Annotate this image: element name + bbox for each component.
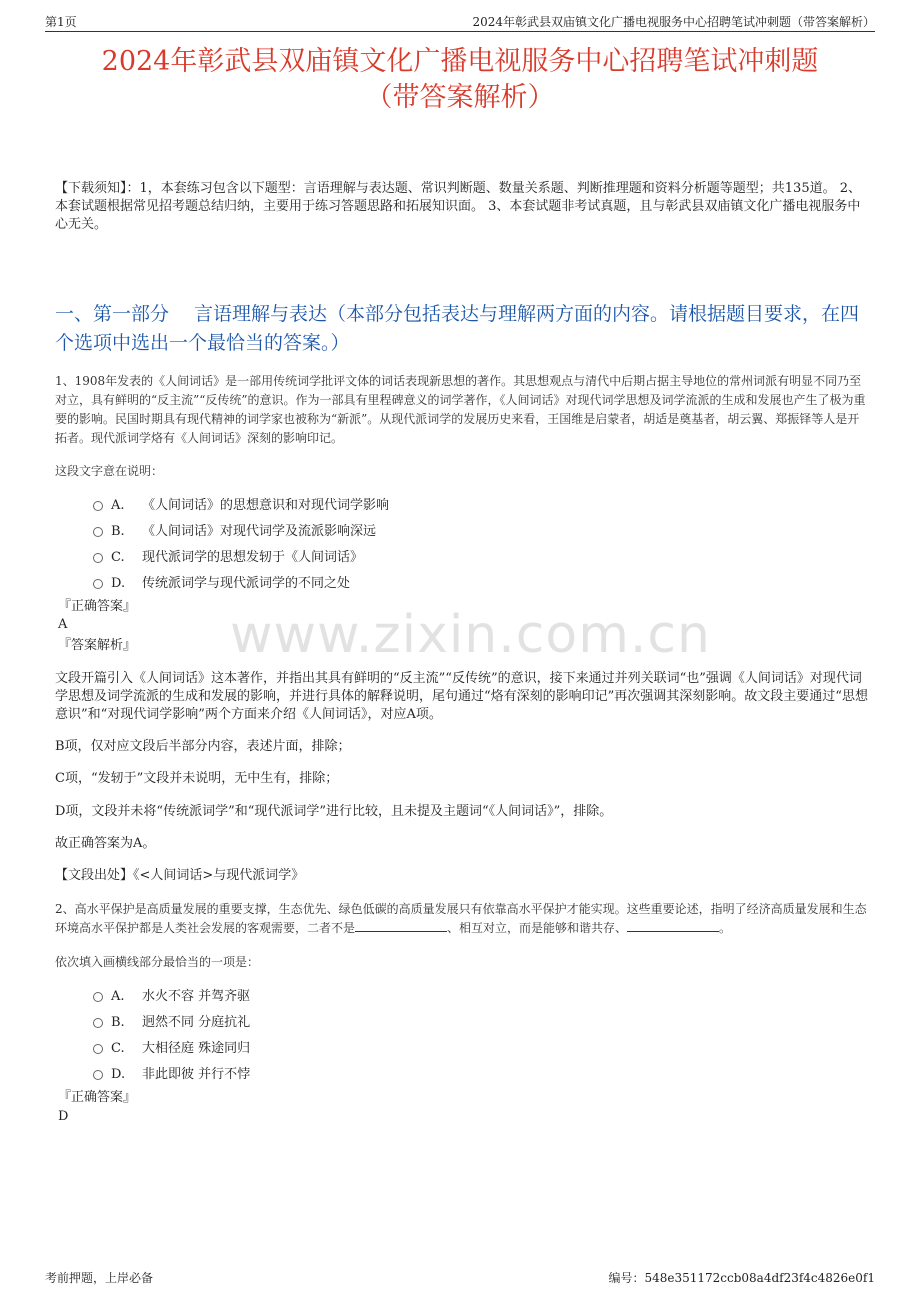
title-line-2: （带答案解析） xyxy=(365,82,555,113)
q2-stem: 2、高水平保护是高质量发展的重要支撑，生态优先、绿色低碳的高质量发展只有依靠高水平保护才能实现。这些重要论述，指明了经济高质量发展和生态环境高水平保护都是人类社会发展的客观需要，二者不是 、相互对立，而是能够和谐共存、 。 xyxy=(55,902,867,935)
q1-prompt: 这段文字意在说明： xyxy=(55,464,164,478)
q1-option-c[interactable]: C. 现代派词学的思想发轫于《人间词话》 xyxy=(90,547,590,573)
header-doc-title: 2024年彰武县双庙镇文化广播电视服务中心招聘笔试冲刺题（带答案解析） xyxy=(472,15,875,29)
q2-prompt: 依次填入画横线部分最恰当的一项是： xyxy=(55,955,260,969)
q1-analysis-b: B项，仅对应文段后半部分内容，表述片面，排除； xyxy=(55,739,351,754)
radio-icon[interactable] xyxy=(93,1044,103,1054)
q1-analysis-label: 『答案解析』 xyxy=(58,638,137,653)
page-header xyxy=(45,14,875,32)
fill-blank-2 xyxy=(627,920,719,932)
q1-source: 【文段出处】《<人间词话>与现代派词学》 xyxy=(55,868,305,883)
q1-option-a[interactable]: A. 《人间词话》的思想意识和对现代词学影响 xyxy=(90,495,590,521)
watermark: www.zixin.com.cn xyxy=(230,605,711,665)
radio-icon[interactable] xyxy=(93,992,103,1002)
page-number: 第1页 xyxy=(45,15,77,29)
download-notice: 【下载须知】：1，本套练习包含以下题型：言语理解与表达题、常识判断题、数量关系题、判断推理题和资料分析题等题型；共135道。 2、本套试题根据常见招考题总结归纳，主要用于练习答题思路和拓展知识面。 3、本套试题非考试真题，且与彰武县双庙镇文化广播电视服务中心无关。 xyxy=(55,181,861,232)
q1-option-b[interactable]: B. 《人间词话》对现代词学及流派影响深远 xyxy=(90,521,590,547)
footer-slogan: 考前押题，上岸必备 xyxy=(45,1271,154,1285)
q2-option-a[interactable]: A. 水火不容 并驾齐驱 xyxy=(90,986,590,1012)
q2-option-c[interactable]: C. 大相径庭 殊途同归 xyxy=(90,1038,590,1064)
radio-icon[interactable] xyxy=(93,501,103,511)
q1-options xyxy=(90,495,590,599)
footer-doc-id: 编号：548e351172ccb08a4df23f4c4826e0f1 xyxy=(608,1271,875,1285)
q1-analysis-c: C项，“发轫于”文段并未说明，无中生有，排除； xyxy=(55,771,339,786)
q1-analysis-d: D项，文段并未将“传统派词学”和“现代派词学”进行比较，且未提及主题词“《人间词话》”，排除。 xyxy=(55,804,613,819)
radio-icon[interactable] xyxy=(93,527,103,537)
q1-stem: 1、1908年发表的《人间词话》是一部用传统词学批评文体的词话表现新思想的著作。其思想观点与清代中后期占据主导地位的常州词派有明显不同乃至对立，具有鲜明的“反主流”“反传统”的意识。作为一部具有里程碑意义的词学著作，《人间词话》对现代词学思想及词学流派的生成和发展也产生了极为重要的影响。民国时期具有现代精神的词学家也被称为“新派”。从现代派词学的发展历史来看，王国维是启蒙者，胡适是奠基者，胡云翼、郑振铎等人是开拓者。现代派词学烙有《人间词话》深刻的影响印记。 xyxy=(55,374,866,445)
fill-blank-1 xyxy=(355,920,447,932)
radio-icon[interactable] xyxy=(93,1070,103,1080)
radio-icon[interactable] xyxy=(93,1018,103,1028)
q2-answer-label: 『正确答案』 xyxy=(58,1090,137,1105)
q2-option-b[interactable]: B. 迥然不同 分庭抗礼 xyxy=(90,1012,590,1038)
section-heading: 一、第一部分 言语理解与表达（本部分包括表达与理解两方面的内容。请根据题目要求，在四个选项中选出一个最恰当的答案。） xyxy=(55,303,860,354)
page-footer xyxy=(45,1270,875,1286)
q1-answer: A xyxy=(58,617,68,632)
q1-analysis-main: 文段开篇引入《人间词话》这本著作，并指出其具有鲜明的“反主流”“反传统”的意识，接下来通过并列关联词“也”强调《人间词话》对现代词学思想及词学流派的生成和发展的影响，并进行具体的解释说明，尾句通过“烙有深刻的影响印记”再次强调其深刻影响。故文段主要通过“思想意识”和“对现代词学影响”两个方面来介绍《人间词话》，对应A项。 xyxy=(55,671,868,722)
q2-option-d[interactable]: D. 非此即彼 并行不悖 xyxy=(90,1064,590,1090)
q1-answer-label: 『正确答案』 xyxy=(58,599,137,614)
document-title xyxy=(45,44,875,116)
title-line-1: 2024年彰武县双庙镇文化广播电视服务中心招聘笔试冲刺题 xyxy=(101,46,819,77)
q2-options xyxy=(90,986,590,1090)
radio-icon[interactable] xyxy=(93,579,103,589)
radio-icon[interactable] xyxy=(93,553,103,563)
q1-option-d[interactable]: D. 传统派词学与现代派词学的不同之处 xyxy=(90,573,590,599)
q2-answer: D xyxy=(58,1109,69,1124)
q1-conclusion: 故正确答案为A。 xyxy=(55,836,156,851)
